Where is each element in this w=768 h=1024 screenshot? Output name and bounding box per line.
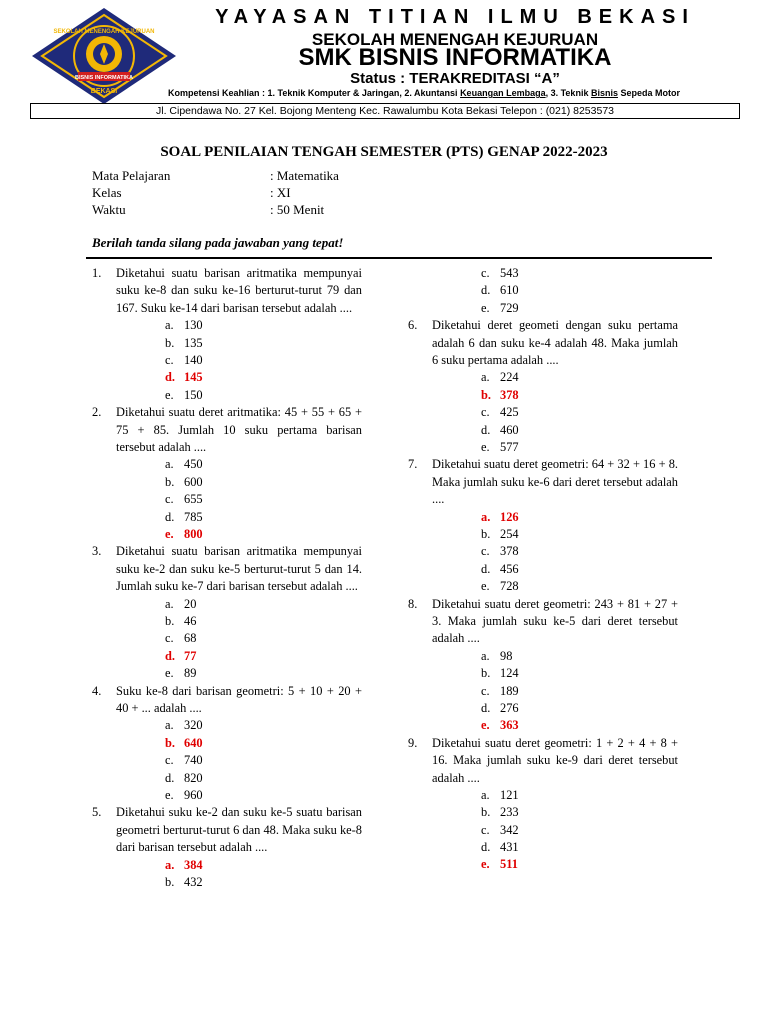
- answer-option-correct[interactable]: [432, 509, 678, 526]
- option-value: 431: [500, 840, 519, 855]
- option-value: 450: [184, 457, 203, 472]
- option-value: 655: [184, 492, 203, 507]
- option-letter: d.: [481, 840, 491, 855]
- option-letter: a.: [481, 787, 490, 802]
- option-value: 785: [184, 509, 203, 524]
- option-value: 254: [500, 526, 519, 541]
- question-5: [92, 804, 362, 891]
- answer-option[interactable]: [432, 648, 678, 665]
- question-3: [92, 543, 362, 682]
- answer-option-correct[interactable]: [116, 369, 362, 386]
- answer-option[interactable]: [116, 613, 362, 630]
- question-7: [408, 456, 678, 595]
- question-text: Diketahui suatu deret geometri: 1 + 2 + 4 + 8 + 16. Maka jumlah suku ke-9 dari deret tersebut adalah ....: [432, 735, 678, 785]
- option-letter: c.: [165, 631, 174, 646]
- answer-option[interactable]: [116, 335, 362, 352]
- answer-option[interactable]: [432, 369, 678, 386]
- answer-option[interactable]: [432, 683, 678, 700]
- answer-option[interactable]: [116, 474, 362, 491]
- option-letter: e.: [165, 526, 174, 541]
- exam-title: SOAL PENILAIAN TENGAH SEMESTER (PTS) GENAP 2022-2023: [160, 144, 608, 160]
- competency-text-1: Kompetensi Keahlian : 1. Teknik Komputer & Jaringan, 2. Akuntansi: [168, 88, 461, 98]
- option-value: 89: [184, 666, 197, 681]
- option-letter: c.: [165, 492, 174, 507]
- answer-option[interactable]: [116, 491, 362, 508]
- question-2: [92, 404, 362, 543]
- option-letter: d.: [481, 283, 491, 298]
- address-box: [30, 103, 740, 119]
- logo-bottom-text: BEKASI: [90, 88, 118, 95]
- answer-option[interactable]: [116, 596, 362, 613]
- option-value: 224: [500, 370, 519, 385]
- question-number: 6.: [408, 318, 418, 333]
- question-text: Suku ke-8 dari barisan geometri: 5 + 10 + 20 + 40 + ... adalah ....: [116, 683, 362, 715]
- option-value: 960: [184, 787, 203, 802]
- option-letter: c.: [165, 353, 174, 367]
- option-value: 740: [184, 753, 203, 768]
- option-letter: b.: [481, 666, 491, 681]
- option-letter: e.: [481, 439, 490, 454]
- answer-option[interactable]: [116, 752, 362, 769]
- question-6: [408, 317, 678, 456]
- option-letter: d.: [165, 509, 175, 524]
- option-value: 610: [500, 283, 519, 298]
- option-letter: e.: [481, 718, 490, 733]
- answer-option[interactable]: [432, 822, 678, 839]
- option-value: 189: [500, 683, 519, 698]
- option-value: 98: [500, 648, 513, 663]
- option-letter: d.: [165, 770, 175, 785]
- option-letter: e.: [165, 387, 174, 402]
- option-value: 150: [184, 387, 203, 402]
- instruction: Berilah tanda silang pada jawaban yang tepat!: [92, 235, 344, 250]
- question-number: 1.: [92, 266, 102, 280]
- question-text: Diketahui suatu deret geometri: 64 + 32 + 16 + 8. Maka jumlah suku ke-6 dari deret tersebut adalah ....: [432, 457, 678, 507]
- school-emblem-icon: [30, 6, 178, 106]
- answer-option[interactable]: [432, 804, 678, 821]
- option-value: 728: [500, 579, 519, 594]
- question-text: Diketahui suatu deret geometri: 243 + 81 + 27 + 3. Maka jumlah suku ke-5 dari deret tersebut adalah ....: [432, 596, 678, 646]
- option-value: 121: [500, 787, 519, 802]
- answer-option[interactable]: [432, 543, 678, 560]
- question-9: [408, 735, 678, 874]
- answer-option[interactable]: [116, 630, 362, 647]
- answer-option[interactable]: [116, 717, 362, 734]
- option-letter: a.: [165, 718, 174, 733]
- answer-option-correct[interactable]: [116, 526, 362, 543]
- option-letter: b.: [481, 526, 491, 541]
- option-letter: c.: [481, 405, 490, 420]
- answer-option[interactable]: [432, 578, 678, 595]
- option-value: 460: [500, 422, 519, 437]
- info-value: : Matematika: [270, 168, 339, 183]
- accreditation-status: Status : TERAKREDITASI “A”: [350, 70, 560, 87]
- competency-text-3: , 3. Teknik: [545, 88, 591, 98]
- option-value: 20: [184, 596, 197, 611]
- option-value: 320: [184, 718, 203, 733]
- option-letter: a.: [481, 509, 491, 524]
- question-number: 3.: [92, 544, 102, 559]
- option-value: 378: [500, 387, 519, 402]
- competency-text-4: Bisnis: [590, 88, 618, 98]
- info-row-time: [92, 202, 324, 218]
- answer-option-correct[interactable]: [116, 735, 362, 752]
- option-letter: e.: [165, 787, 174, 802]
- option-letter: a.: [481, 370, 490, 385]
- option-value: 363: [500, 718, 519, 733]
- school-name: SMK BISNIS INFORMATIKA: [298, 44, 612, 71]
- question-8: [408, 596, 678, 735]
- logo-ring-text: SEKOLAH MENENGAH KEJURUAN: [53, 29, 155, 35]
- option-value: 130: [184, 318, 203, 333]
- answer-option[interactable]: [432, 839, 678, 856]
- option-letter: b.: [481, 805, 491, 820]
- info-label: Waktu: [92, 202, 126, 217]
- option-letter: a.: [165, 857, 175, 872]
- option-value: 800: [184, 526, 203, 541]
- questions-column-left: [92, 265, 362, 891]
- question-text: Diketahui suatu deret aritmatika: 45 + 55 + 65 + 75 + 85. Jumlah 10 suku pertama barisan tersebut adalah ....: [116, 405, 362, 454]
- option-letter: c.: [481, 266, 490, 280]
- option-letter: b.: [165, 474, 175, 489]
- question-5-continued: [408, 265, 678, 317]
- competency-text-2: Keuangan Lembaga: [460, 88, 546, 98]
- option-letter: b.: [481, 387, 491, 402]
- option-letter: d.: [165, 648, 175, 663]
- option-letter: b.: [165, 613, 175, 628]
- option-value: 577: [500, 439, 519, 454]
- answer-option[interactable]: [432, 422, 678, 439]
- option-value: 46: [184, 613, 197, 628]
- answer-option[interactable]: [116, 352, 362, 369]
- question-number: 5.: [92, 805, 102, 820]
- option-value: 276: [500, 700, 519, 715]
- option-letter: b.: [165, 874, 175, 889]
- question-text: Diketahui suatu barisan aritmatika mempunyai suku ke-2 dan suku ke-5 berturut-turut 5 dan 14. Jumlah suku ke-7 dari barisan tersebut adalah ....: [116, 544, 362, 594]
- option-letter: d.: [481, 700, 491, 715]
- option-letter: c.: [481, 822, 490, 837]
- option-letter: a.: [165, 318, 174, 333]
- option-value: 342: [500, 822, 519, 837]
- answer-option[interactable]: [432, 561, 678, 578]
- option-value: 135: [184, 335, 203, 350]
- option-value: 140: [184, 353, 203, 367]
- logo-banner-text: BISNIS INFORMATIKA: [75, 75, 133, 81]
- option-value: 600: [184, 474, 203, 489]
- option-value: 124: [500, 666, 519, 681]
- option-letter: e.: [165, 666, 174, 681]
- answer-option[interactable]: [432, 700, 678, 717]
- answer-option[interactable]: [116, 456, 362, 473]
- answer-option[interactable]: [432, 404, 678, 421]
- option-letter: b.: [165, 735, 175, 750]
- competency-text-5: Sepeda Motor: [617, 88, 680, 98]
- option-value: 425: [500, 405, 519, 420]
- answer-option[interactable]: [432, 787, 678, 804]
- option-value: 77: [184, 648, 197, 663]
- option-letter: c.: [481, 683, 490, 698]
- answer-option[interactable]: [116, 317, 362, 334]
- answer-option[interactable]: [432, 300, 678, 317]
- answer-option-correct[interactable]: [116, 648, 362, 665]
- option-letter: a.: [165, 596, 174, 611]
- divider-rule: [86, 257, 712, 259]
- question-number: 2.: [92, 405, 102, 420]
- option-letter: e.: [481, 579, 490, 594]
- option-value: 145: [184, 370, 203, 385]
- question-text: Diketahui suku ke-2 dan suku ke-5 suatu barisan geometri berturut-turut 6 dan 48. Maka suku ke-8 dari barisan tersebut adalah ....: [116, 805, 362, 855]
- info-row-class: [92, 185, 291, 201]
- option-value: 640: [184, 735, 203, 750]
- answer-option[interactable]: [432, 665, 678, 682]
- option-letter: a.: [481, 648, 490, 663]
- info-value: : XI: [270, 185, 291, 200]
- question-number: 9.: [408, 735, 418, 750]
- school-address: Jl. Cipendawa No. 27 Kel. Bojong Menteng Kec. Rawalumbu Kota Bekasi Telepon : (021) 8253573: [155, 105, 614, 117]
- question-text: Diketahui suatu barisan aritmatika mempunyai suku ke-8 dan suku ke-16 berturut-turut 79 dan 167. Suku ke-14 dari barisan tersebut adalah ....: [116, 266, 362, 315]
- option-value: 68: [184, 631, 197, 646]
- option-letter: e.: [481, 857, 490, 872]
- answer-option[interactable]: [432, 526, 678, 543]
- option-value: 432: [184, 874, 203, 889]
- option-value: 384: [184, 857, 203, 872]
- questions-column-right: [408, 265, 678, 874]
- question-text: Diketahui deret geometi dengan suku pertama adalah 6 dan suku ke-4 adalah 48. Maka jumlah 6 suku pertama adalah ....: [432, 318, 678, 367]
- info-row-subject: [92, 168, 339, 184]
- info-label: Kelas: [92, 185, 122, 200]
- competency-line: [168, 88, 680, 98]
- school-type: SEKOLAH MENENGAH KEJURUAN: [311, 30, 599, 49]
- answer-option-correct[interactable]: [432, 856, 678, 873]
- option-letter: c.: [165, 753, 174, 768]
- question-number: 7.: [408, 457, 418, 472]
- option-value: 543: [500, 266, 519, 280]
- option-letter: b.: [165, 335, 175, 350]
- option-value: 511: [500, 857, 518, 872]
- foundation-name: YAYASAN TITIAN ILMU BEKASI: [215, 6, 695, 28]
- question-number: 8.: [408, 596, 418, 611]
- option-value: 233: [500, 805, 519, 820]
- answer-option[interactable]: [116, 509, 362, 526]
- info-label: Mata Pelajaran: [92, 168, 171, 183]
- answer-option-correct[interactable]: [432, 717, 678, 734]
- option-letter: e.: [481, 300, 490, 315]
- option-value: 126: [500, 509, 519, 524]
- option-value: 456: [500, 561, 519, 576]
- answer-option-correct[interactable]: [116, 857, 362, 874]
- option-letter: d.: [165, 370, 175, 385]
- info-value: : 50 Menit: [270, 202, 325, 217]
- answer-option[interactable]: [116, 387, 362, 404]
- answer-option[interactable]: [116, 787, 362, 804]
- option-value: 378: [500, 544, 519, 559]
- question-1: [92, 265, 362, 404]
- option-letter: a.: [165, 457, 174, 472]
- option-value: 729: [500, 300, 519, 315]
- option-value: 820: [184, 770, 203, 785]
- answer-option[interactable]: [116, 874, 362, 891]
- question-number: 4.: [92, 683, 102, 698]
- option-letter: c.: [481, 544, 490, 559]
- answer-option[interactable]: [432, 265, 678, 282]
- option-letter: d.: [481, 422, 491, 437]
- answer-option[interactable]: [116, 770, 362, 787]
- answer-option[interactable]: [432, 282, 678, 299]
- answer-option[interactable]: [116, 665, 362, 682]
- question-4: [92, 683, 362, 805]
- option-letter: d.: [481, 561, 491, 576]
- answer-option-correct[interactable]: [432, 387, 678, 404]
- answer-option[interactable]: [432, 439, 678, 456]
